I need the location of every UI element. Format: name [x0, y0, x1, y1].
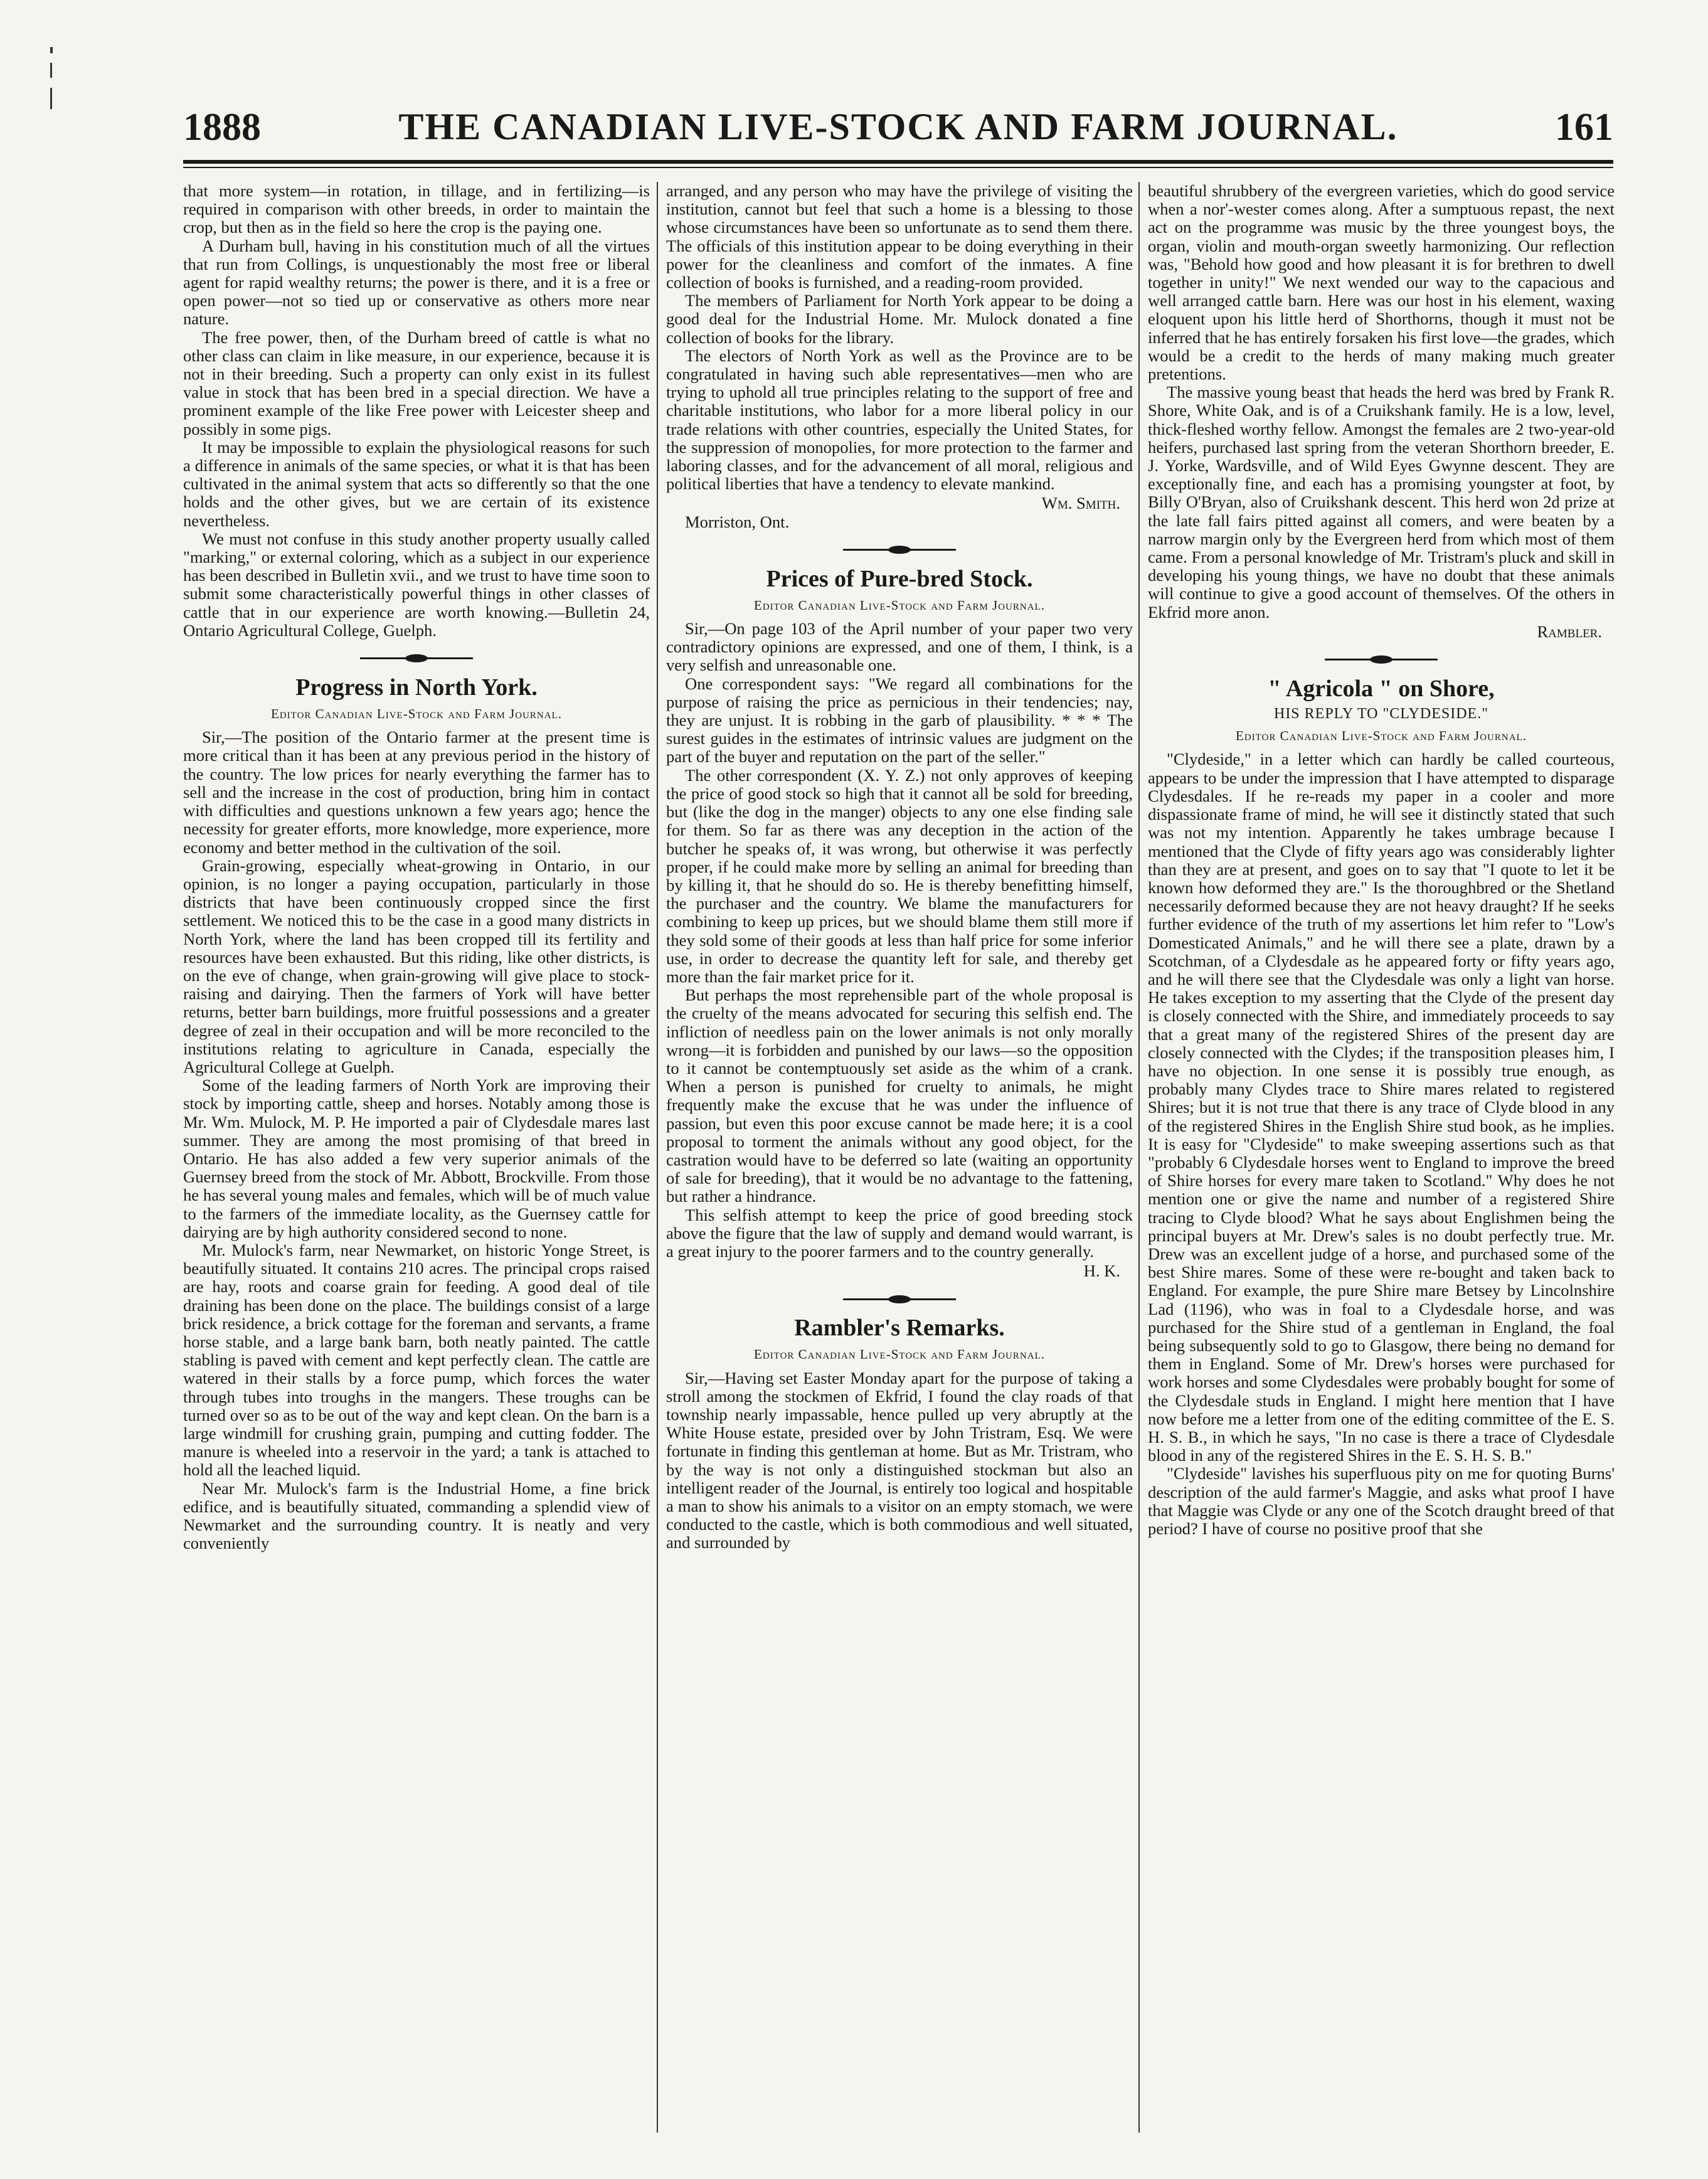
margin-mark [50, 88, 52, 109]
paragraph: Sir,—Having set Easter Monday apart for the purpose of taking a stroll among the stockmen of Ekfrid, I found the clay roads of that township nearly impassable, hence pulled up very abruptly at the White House estate, presided over by John Tristram, Esq. We were fortunate in finding this gentleman at home. But as Mr. Tristram, who by the way is not only a distinguished stockman but also an intelligent reader of the Journal, is entirely too logical and hospitable a man to show his animals to a visitor on an empty stomach, we were conducted to the castle, which is both commodious and well situated, and surrounded by [666, 1368, 1133, 1552]
paragraph: It may be impossible to explain the physiological reasons for such a difference in animals of the same species, or what it is that has been cultivated in the animal system that acts so differently so that the one holds and the other gives, but we are certain of its existence nevertheless. [183, 437, 650, 530]
editor-line: Editor Canadian Live-Stock and Farm Journal. [754, 597, 1045, 613]
column-1 [183, 182, 650, 2136]
section-ornament [666, 545, 1133, 551]
signature: H. K. [1083, 1261, 1120, 1281]
editor-line: Editor Canadian Live-Stock and Farm Journal. [271, 706, 562, 722]
place-line: Morriston, Ont. [685, 512, 790, 531]
paragraph: The free power, then, of the Durham breed of cattle is what no other class can claim in like measure, in our experience, because it is not in their breeding. Such a property can only exist in its fullest value in stock that has been bred in a special direction. We have a prominent example of the like Free power with Leicester sheep and possibly in some pigs. [183, 327, 650, 438]
article-heading: " Agricola " on Shore, [1268, 676, 1495, 702]
section-ornament [183, 654, 650, 660]
header-rule-thin [183, 167, 1613, 168]
paragraph: arranged, and any person who may have the privilege of visiting the institution, cannot but feel that such a home is a blessing to those whose circumstances have been so unfortunate as to send them there. The officials of this institution appear to be doing everything in their power for the cleanliness and comfort of the inmates. A fine collection of books is furnished, and a reading-room provided. [666, 182, 1133, 292]
article-heading: Rambler's Remarks. [794, 1315, 1005, 1342]
paragraph: Grain-growing, especially wheat-growing in Ontario, in our opinion, is no longer a paying occupation, particularly in those districts that have been continuously cropped since the first settlement. We noticed this to be the case in a good many districts in North York, where the land has been cropped till its fertility and resources have been exhausted. But this riding, like other districts, is on the eve of change, when grain-growing will give place to stock-raising and dairying. Then the farmers of York will have better returns, better barn buildings, more fruitful possessions and a greater degree of zeal in their occupation and will be more reconciled to the institutions relating to agriculture in Canada, especially the Agricultural College at Guelph. [183, 856, 650, 1076]
paragraph: The other correspondent (X. Y. Z.) not only approves of keeping the price of good stock so high that it cannot all be sold for breeding, but (like the dog in the manger) objects to any one else finding sale for them. So far as there was any deception in the action of the butcher he speaks of, it was wrong, but otherwise it was perfectly proper, if he could make more by selling an animal for breeding than by killing it, that he should do so. He is thereby benefitting himself, the purchaser and the country. We blame the manufacturers for combining to keep up prices, but we should blame them still more if they sold some of their goods at less than half price for some inferior use, in order to decrease the quantity left for sale, and thereby get more than the fair market price for it. [666, 765, 1133, 986]
section-ornament [666, 1294, 1133, 1300]
paragraph: The electors of North York as well as the Province are to be congratulated in having such able representatives—men who are trying to uphold all true principles relating to the support of free and charitable institutions, who labor for a more liberal policy in our trade relations with other countries, especially the United States, for the suppression of monopolies, for more protection to the farmer and laboring classes, and for the advancement of all moral, religious and political liberties that have a tendency to elevate mankind. [666, 346, 1133, 494]
paragraph: A Durham bull, having in his constitution much of all the virtues that run from Collings, is unquestionably the most free or liberal agent for rapid wealthy returns; the power is there, and it is a free or open power—not so tied up or conservative as others more near nature. [183, 236, 650, 329]
section-ornament [1148, 655, 1615, 661]
editor-line: Editor Canadian Live-Stock and Farm Journal. [1236, 728, 1527, 744]
page-header [183, 105, 1613, 151]
header-rule [183, 160, 1613, 164]
paragraph: Some of the leading farmers of North York are improving their stock by importing cattle, sheep and horses. Notably among those is Mr. Wm. Mulock, M. P. He imported a pair of Clydesdale mares last summer. They are among the most promising of that breed in Ontario. He has also added a few very superior animals of the Guernsey breed from the stock of Mr. Abbott, Brockville. From those he has several young males and females, which will be of much value to the farmers of the immediate locality, as the Guernsey cattle for dairying are by high authority considered second to none. [183, 1076, 650, 1241]
editor-line: Editor Canadian Live-Stock and Farm Journal. [754, 1347, 1045, 1362]
article-heading: Progress in North York. [295, 674, 538, 701]
paragraph: beautiful shrubbery of the evergreen varieties, which do good service when a nor'-wester comes along. After a sumptuous repast, the next act on the programme was music by the three youngest boys, the organ, violin and mouth-organ sweetly harmonizing. Our reflection was, "Behold how good and how pleasant it is for brethren to dwell together in unity!" We next wended our way to the capacious and well arranged cattle barn. Here was our host in his element, waxing eloquent upon his little herd of Shorthorns, though it must not be inferred that he has entirely forsaken his first love—the grades, which would be a credit to the herds of many making much greater pretentions. [1148, 182, 1615, 384]
journal-title: THE CANADIAN LIVE-STOCK AND FARM JOURNAL. [398, 106, 1398, 147]
paragraph: Mr. Mulock's farm, near Newmarket, on historic Yonge Street, is beautifully situated. It contains 210 acres. The principal crops raised are hay, roots and coarse grain for feeding. A good deal of tile draining has been done on the place. The buildings consist of a large brick residence, a brick cottage for the foreman and servants, a frame horse stable, and a large bank barn, both neatly painted. The cattle stabling is paved with cement and kept perfectly clean. The cattle are watered in their stalls by a force pump, which forces the water through tubes into troughs in the mangers. These troughs can be turned over so as to be out of the way and kept clean. On the barn is a large windmill for crushing grain, pumping and cutting fodder. The manure is wheeled into a reservoir in the yard; a tank is attached to hold all the leached liquid. [183, 1240, 650, 1480]
column-rule [657, 182, 658, 2133]
paragraph: Near Mr. Mulock's farm is the Industrial Home, a fine brick edifice, and is beautifully situated, commanding a splendid view of Newmarket and the surrounding country. It is neatly and very conveniently [183, 1478, 650, 1553]
page-number: 161 [1555, 106, 1613, 149]
paragraph: that more system—in rotation, in tillage, and in fertilizing—is required in comparison with other breeds, in order to maintain the crop, but then as in the field so here the crop is the paying one. [183, 182, 650, 237]
margin-mark [50, 47, 53, 53]
paragraph: This selfish attempt to keep the price of good breeding stock above the figure that the law of supply and demand would warrant, is a great injury to the poorer farmers and to the country generally. [666, 1205, 1133, 1261]
paragraph: Sir,—On page 103 of the April number of your paper two very contradictory opinions are expressed, and one of them, I think, is a very selfish and unreasonable one. [666, 619, 1133, 675]
column-3 [1148, 182, 1615, 2136]
column-2 [666, 182, 1133, 2136]
paragraph: The members of Parliament for North York appear to be doing a good deal for the Industrial Home. Mr. Mulock donated a fine collection of books for the library. [666, 291, 1133, 347]
paragraph: The massive young beast that heads the herd was bred by Frank R. Shore, White Oak, and is of a Cruikshank family. He is a low, level, thick-fleshed worthy fellow. Amongst the females are 2 two-year-old heifers, purchased last spring from the veteran Shorthorn breeder, E. J. Yorke, Wardsville, and of Wild Eyes Gwynne descent. They are exceptionally fine, and each has a promising youngster at foot, by Billy O'Bryan, also of Cruikshank descent. This herd won 2d prize at the late fall fairs pitted against all comers, and were beaten by a narrow margin only by the Evergreen herd from which most of them came. From a personal knowledge of Mr. Tristram's pluck and skill in developing his young things, we have no doubt that these animals will continue to give a good account of themselves. Of the others in Ekfrid more anon. [1148, 383, 1615, 622]
signature: Rambler. [1537, 622, 1602, 641]
paragraph: But perhaps the most reprehensible part of the whole proposal is the cruelty of the means advocated for securing this selfish end. The infliction of needless pain on the lower animals is not only morally wrong—it is forbidden and punished by our laws—so the opposition to it cannot be contemptuously set aside as the whim of a crank. When a person is punished for cruelty to animals, he might frequently make the excuse that he was under the influence of passion, but even this poor excuse cannot be made here; it is a cool proposal to torment the animals without any good object, for the castration would have to be deferred so late (waiting an opportunity of sale for breeding), that it would be no advantage to the fattening, but rather a hindrance. [666, 985, 1133, 1206]
article-subheading: HIS REPLY TO "CLYDESIDE." [1273, 706, 1489, 723]
paragraph: Sir,—The position of the Ontario farmer at the present time is more critical than it has been at any previous period in the history of the country. The low prices for nearly everything the farmer has to sell and the increase in the cost of production, bring him in contact with difficulties and questions unknown a few years ago; hence the necessity for greater efforts, more knowledge, more experience, more economy and better method in the cultivation of the soil. [183, 728, 650, 857]
header-year: 1888 [183, 106, 261, 149]
paragraph: "Clydeside" lavishes his superfluous pity on me for quoting Burns' description of the auld farmer's Maggie, and asks what proof I have that Maggie was Clyde or any one of the Scotch draught breed of that period? I have of course no positive proof that she [1148, 1464, 1615, 1539]
margin-mark [50, 63, 52, 78]
signature: Wm. Smith. [1041, 494, 1120, 513]
paragraph: We must not confuse in this study another property usually called "marking," or external coloring, which as a subject in our experience has been described in Bulletin xvii., and we trust to have time soon to submit some characteristically powerful things in other classes of cattle that in our experience are worth knowing.—Bulletin 24, Ontario Agricultural College, Guelph. [183, 529, 650, 640]
column-rule [1138, 182, 1140, 2133]
paragraph: One correspondent says: "We regard all combinations for the purpose of raising the price as pernicious in their tendencies; nay, they are unjust. It is robbing in the garb of plausibility. * * * The surest guides in the estimates of intrinsic values are judgment on the part of the buyer and reputation on the part of the seller." [666, 674, 1133, 766]
article-heading: Prices of Pure-bred Stock. [766, 565, 1033, 592]
paragraph: "Clydeside," in a letter which can hardly be called courteous, appears to be under the impression that I have attempted to disparage Clydesdales. If he re-reads my paper in a cooler and more dispassionate frame of mind, he will see it distinctly stated that such was not my intention. Apparently he takes umbrage because I mentioned that the Clyde of fifty years ago was considerably lighter than they are at present, and goes on to say that "I quote to let it be known how deformed they are." Is the thoroughbred or the Shetland necessarily deformed because they are not heavy draught? If he seeks further evidence of the truth of my assertions let him refer to "Low's Domesticated Animals," and he will there see a plate, drawn by a Scotchman, of a Clydesdale as he appeared forty or fifty years ago, and he will there see that the Clydesdale was only a light van horse. He takes exception to my asserting that the Clyde of the present day is closely connected with the Shire, and immediately proceeds to say that a great many of the registered Shires of the present day are closely connected with the Clydes; if the transposition pleases him, I have no objection. In one sense it is possibly true enough, as probably many Clydes trace to Shire mares related to registered Shires; but it is not true that there is any trace of Clyde blood in any of the registered Shires in the English Shire stud book, as he implies. It is easy for "Clydeside" to make sweeping assertions such as that "probably 6 Clydesdale horses went to England to improve the breed of Shire horses for every mare taken to Scotland." Why does he not mention one or give the name and number of a registered Shire tracing to Clyde blood? What he says about Englishmen being the principal buyers at Mr. Drew's sales is no doubt perfectly true. Mr. Drew was an excellent judge of a horse, and purchased some of the best Shire mares. Some of these were re-bought and taken back to England. For example, the pure Shire mare Betsey by Lincolnshire Lad (1196), who was in foal to a Clydesdale horse, and was purchased for the Shire stud of a gentleman in England, the foal being subsequently sold to go to Glasgow, there being no demand for them in England. Some of Mr. Drew's horses were purchased for work horses and some Clydesdales were probably bought for some of the Clydesdale studs in England. I might here mention that I have now before me a letter from one of the editing committee of the E. S. H. S. B., in which he says, "In no case is there a trace of Clydesdale blood in any of the registered Shires in the E. S. H. S. B." [1148, 750, 1615, 1465]
